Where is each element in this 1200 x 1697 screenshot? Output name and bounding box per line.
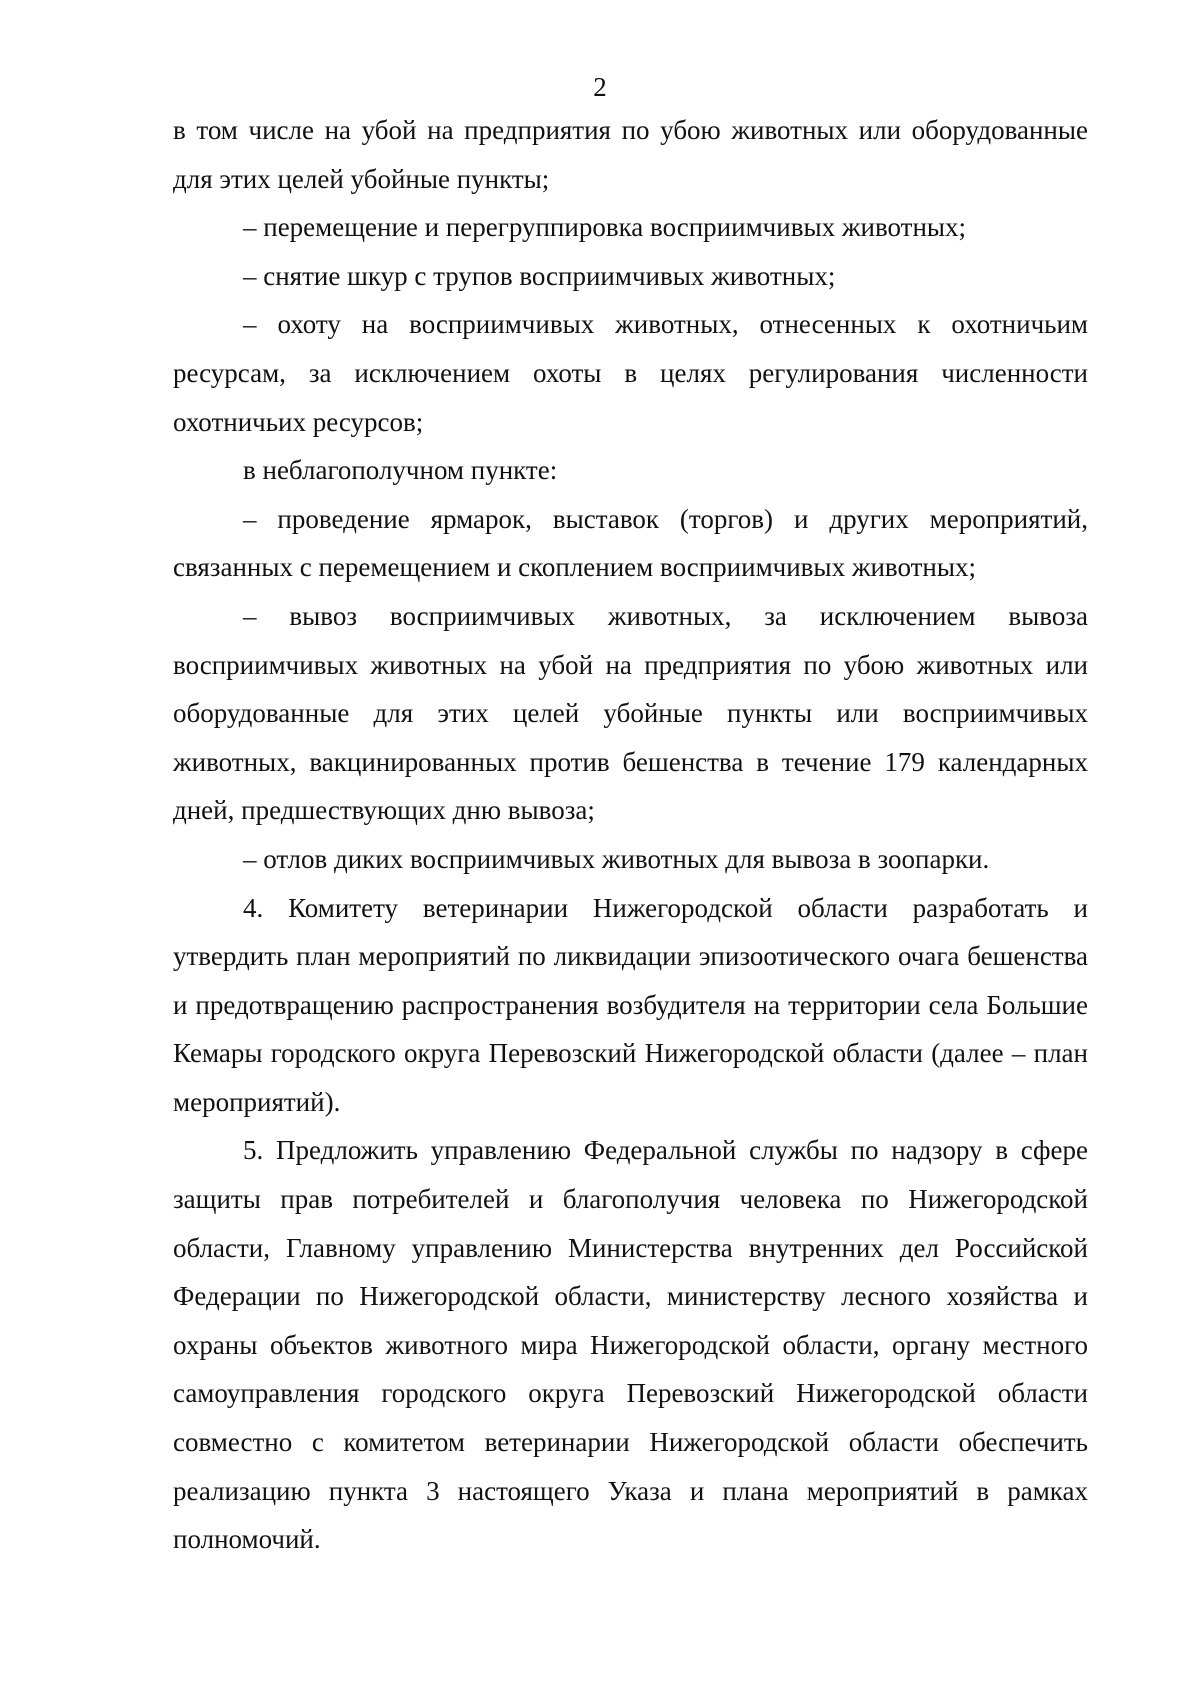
paragraph-list-item: – снятие шкур с трупов восприимчивых животных;	[243, 260, 836, 291]
page-number: 2	[593, 72, 607, 102]
document-body	[173, 106, 1088, 1564]
paragraph-continuation: в том числе на убой на предприятия по убою животных или оборудованные для этих целей убойные пункты;	[173, 115, 1088, 194]
paragraph-subheading: в неблагополучном пункте:	[243, 455, 558, 486]
paragraph-list-item: – отлов диких восприимчивых животных для вывоза в зоопарки.	[243, 843, 990, 874]
paragraph-list-item: – вывоз восприимчивых животных, за исключением вывоза восприимчивых животных на убой на предприятия по убою животных или оборудованные для этих целей убойные пункты или восприимчивых животных, вакцинированных против бешенства в течение 179 календарных дней, предшествующих дню вывоза;	[173, 600, 1088, 826]
paragraph-list-item: – охоту на восприимчивых животных, отнесенных к охотничьим ресурсам, за исключением охоты в целях регулирования численности охотничьих ресурсов;	[173, 309, 1088, 437]
paragraph-clause-4: 4. Комитету ветеринарии Нижегородской области разработать и утвердить план мероприятий по ликвидации эпизоотического очага бешенства и предотвращению распространения возбудителя на территории села Большие Кемары городского округа Перевозский Нижегородской области (далее – план мероприятий).	[173, 892, 1088, 1117]
paragraph-list-item: – проведение ярмарок, выставок (торгов) и других мероприятий, связанных с перемещением и скоплением восприимчивых животных;	[173, 503, 1088, 583]
paragraph-clause-5: 5. Предложить управлению Федеральной службы по надзору в сфере защиты прав потребителей и благополучия человека по Нижегородской области, Главному управлению Министерства внутренних дел Российской Федерации по Нижегородской области, министерству лесного хозяйства и охраны объектов животного мира Нижегородской области, органу местного самоуправления городского округа Перевозский Нижегородской области совместно с комитетом ветеринарии Нижегородской области обеспечить реализацию пункта 3 настоящего Указа и плана мероприятий в рамках полномочий.	[173, 1135, 1088, 1555]
paragraph-list-item: – перемещение и перегруппировка восприимчивых животных;	[243, 212, 967, 243]
